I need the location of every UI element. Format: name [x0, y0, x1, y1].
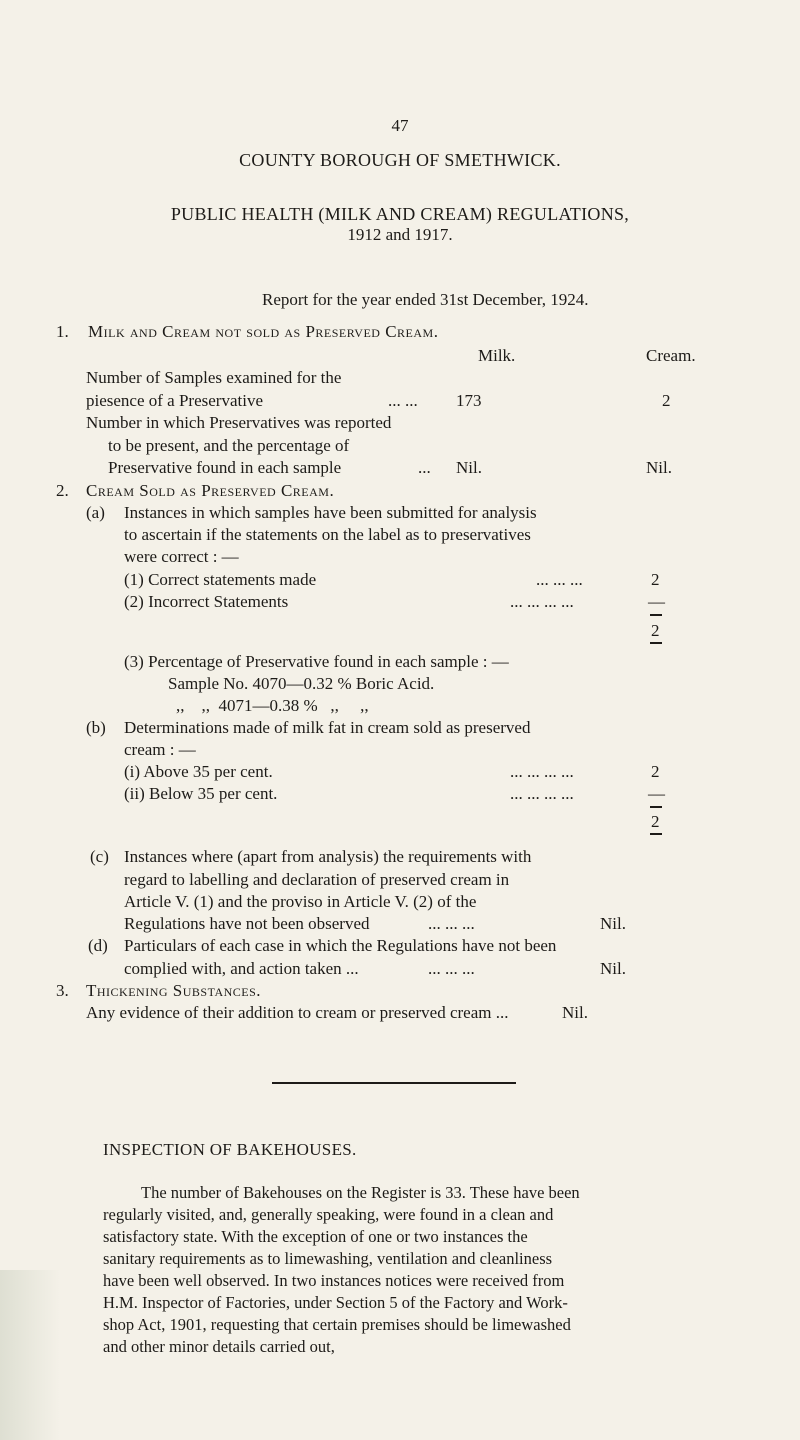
row1-cream-value: 2: [662, 391, 671, 410]
item-b-label: (b): [86, 718, 106, 737]
item-a-total: 2: [651, 621, 660, 640]
bakehouses-line-7: shop Act, 1901, requesting that certain premises should be limewashed: [103, 1315, 571, 1334]
row1-dots: ... ...: [388, 391, 418, 410]
page-number: 47: [391, 116, 409, 135]
section-divider: [272, 1082, 516, 1084]
row2-line3: Preservative found in each sample: [108, 458, 342, 477]
item-bii-dots: ... ... ... ...: [510, 784, 574, 803]
item-c-dots: ... ... ...: [428, 914, 475, 933]
item-a2-text: (2) Incorrect Statements: [124, 592, 289, 611]
page-shading: [0, 1270, 60, 1440]
item-a-line2: to ascertain if the statements on the label as to preservatives: [124, 525, 531, 544]
bakehouses-line-3: satisfactory state. With the exception of one or two instances the: [103, 1227, 528, 1246]
item-bi-dots: ... ... ... ...: [510, 762, 574, 781]
row2-dots: ...: [418, 458, 431, 477]
total-rule-bottom-b: [650, 833, 662, 835]
item-b-total: 2: [651, 812, 660, 831]
bakehouses-line-2: regularly visited, and, generally speaking, were found in a clean and: [103, 1205, 554, 1224]
item-a3-text: (3) Percentage of Preservative found in each sample : —: [124, 652, 509, 671]
bakehouses-heading: INSPECTION OF BAKEHOUSES.: [103, 1140, 357, 1159]
bakehouses-line-5: have been well observed. In two instances notices were received from: [103, 1271, 565, 1290]
sample-4071: ,, ,, 4071—0.38 % ,, ,,: [176, 696, 369, 715]
item-c-line4: Regulations have not been observed: [124, 914, 370, 933]
item-d-value: Nil.: [600, 959, 626, 978]
section3-number: 3.: [56, 981, 69, 1000]
section2-number: 2.: [56, 481, 69, 500]
item-a1-text: (1) Correct statements made: [124, 570, 317, 589]
regulations-years: 1912 and 1917.: [347, 225, 453, 244]
item-a-line1: Instances in which samples have been submitted for analysis: [124, 503, 537, 522]
item-bii-text: (ii) Below 35 per cent.: [124, 784, 278, 803]
total-rule-bottom: [650, 642, 662, 644]
section2-title: Cream Sold as Preserved Cream.: [86, 481, 335, 500]
section3-line: Any evidence of their addition to cream or preserved cream ...: [86, 1003, 509, 1022]
sample-4070: Sample No. 4070—0.32 % Boric Acid.: [168, 674, 435, 693]
item-c-line2: regard to labelling and declaration of preserved cream in: [124, 870, 510, 889]
item-b-line2: cream : —: [124, 740, 196, 759]
item-d-line2: complied with, and action taken ...: [124, 959, 359, 978]
total-rule-top-b: [650, 806, 662, 808]
item-c-label: (c): [90, 847, 109, 866]
bakehouses-line-4: sanitary requirements as to limewashing, ventilation and cleanliness: [103, 1249, 553, 1268]
page-heading: COUNTY BOROUGH OF SMETHWICK.: [239, 150, 561, 170]
item-a-line3: were correct : —: [124, 547, 239, 566]
col-cream-header: Cream.: [646, 346, 696, 365]
row2-cream-value: Nil.: [646, 458, 672, 477]
item-bi-text: (i) Above 35 per cent.: [124, 762, 273, 781]
item-d-dots: ... ... ...: [428, 959, 475, 978]
item-a2-dots: ... ... ... ...: [510, 592, 574, 611]
col-milk-header: Milk.: [478, 346, 516, 365]
item-a-label: (a): [86, 503, 105, 522]
item-b-line1: Determinations made of milk fat in cream sold as preserved: [124, 718, 531, 737]
total-rule-top: [650, 614, 662, 616]
row2-line2: to be present, and the percentage of: [108, 436, 350, 455]
item-bii-value: —: [648, 784, 665, 803]
item-a1-value: 2: [651, 570, 660, 589]
bakehouses-line-1: The number of Bakehouses on the Register is 33. These have been: [141, 1183, 580, 1202]
item-d-label: (d): [88, 936, 108, 955]
row2-line1: Number in which Preservatives was reported: [86, 413, 392, 432]
row2-milk-value: Nil.: [456, 458, 482, 477]
row1-line2: piesence of a Preservative: [86, 391, 263, 410]
item-a2-value: —: [648, 592, 665, 611]
item-c-value: Nil.: [600, 914, 626, 933]
section1-title: Milk and Cream not sold as Preserved Cream.: [88, 322, 439, 341]
bakehouses-line-8: and other minor details carried out,: [103, 1337, 335, 1356]
regulations-title: PUBLIC HEALTH (MILK AND CREAM) REGULATIONS,: [170, 204, 630, 224]
bakehouses-line-6: H.M. Inspector of Factories, under Section 5 of the Factory and Work-: [103, 1293, 568, 1312]
section1-number: 1.: [56, 322, 69, 341]
row1-line1: Number of Samples examined for the: [86, 368, 342, 387]
item-c-line3: Article V. (1) and the proviso in Article V. (2) of the: [124, 892, 477, 911]
item-a1-dots: ... ... ...: [536, 570, 583, 589]
section3-value: Nil.: [562, 1003, 588, 1022]
section3-title: Thickening Substances.: [86, 981, 262, 1000]
item-d-line1: Particulars of each case in which the Regulations have not been: [124, 936, 557, 955]
report-line: Report for the year ended 31st December, 1924.: [262, 290, 589, 309]
item-c-line1: Instances where (apart from analysis) the requirements with: [124, 847, 532, 866]
item-bi-value: 2: [651, 762, 660, 781]
row1-milk-value: 173: [456, 391, 482, 410]
